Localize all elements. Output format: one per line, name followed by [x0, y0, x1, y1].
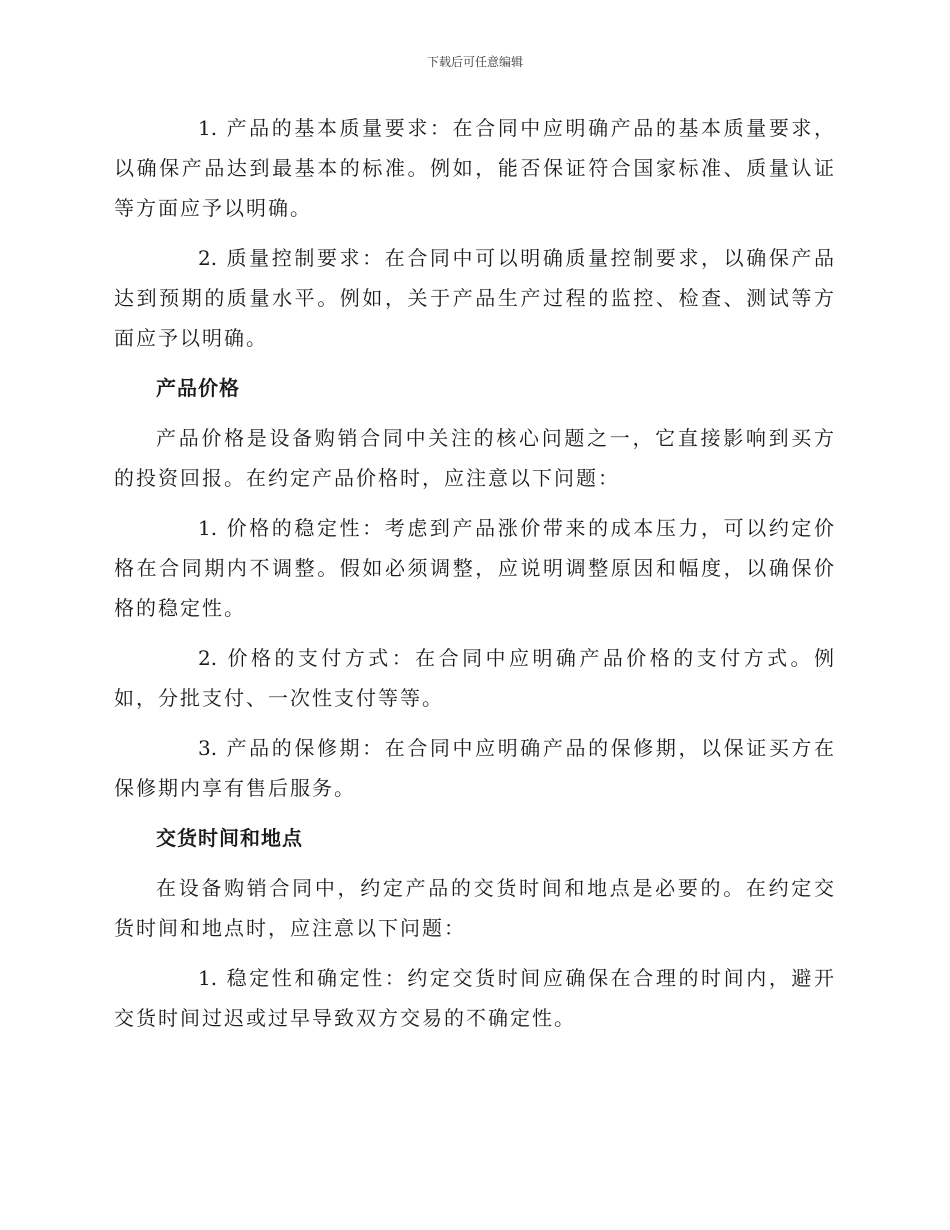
item-text: 产品的基本质量要求：在合同中应明确产品的基本质量要求，以确保产品达到最基本的标准。例如，能否保证符合国家标准、质量认证等方面应予以明确。 [114, 116, 836, 220]
list-item [114, 238, 836, 358]
item-text: 稳定性和确定性：约定交货时间应确保在合理的时间内，避开交货时间过迟或过早导致双方交易的不确定性。 [114, 966, 836, 1030]
item-number: 1. [198, 516, 218, 540]
list-item [114, 638, 836, 718]
item-text: 价格的支付方式：在合同中应明确产品价格的支付方式。例如，分批支付、一次性支付等等。 [114, 646, 836, 710]
list-item [114, 508, 836, 628]
document-body [114, 108, 836, 1048]
page-header: 下载后可任意编辑 [426, 55, 523, 69]
item-number: 3. [198, 736, 218, 760]
item-number: 1. [198, 116, 218, 140]
section-heading-delivery: 交货时间和地点 [156, 826, 303, 850]
item-text: 产品的保修期：在合同中应明确产品的保修期，以保证买方在保修期内享有售后服务。 [114, 736, 836, 800]
paragraph: 产品价格是设备购销合同中关注的核心问题之一，它直接影响到买方的投资回报。在约定产品价格时，应注意以下问题： [114, 426, 836, 490]
list-item [114, 958, 836, 1038]
item-text: 质量控制要求：在合同中可以明确质量控制要求，以确保产品达到预期的质量水平。例如，关于产品生产过程的监控、检查、测试等方面应予以明确。 [114, 246, 836, 350]
section-heading-price: 产品价格 [156, 376, 240, 400]
item-number: 1. [198, 966, 218, 990]
list-item [114, 108, 836, 228]
item-number: 2. [198, 646, 218, 670]
list-item [114, 728, 836, 808]
paragraph: 在设备购销合同中，约定产品的交货时间和地点是必要的。在约定交货时间和地点时，应注意以下问题： [114, 876, 836, 940]
item-text: 价格的稳定性：考虑到产品涨价带来的成本压力，可以约定价格在合同期内不调整。假如必须调整，应说明调整原因和幅度，以确保价格的稳定性。 [114, 516, 836, 620]
item-number: 2. [198, 246, 218, 270]
